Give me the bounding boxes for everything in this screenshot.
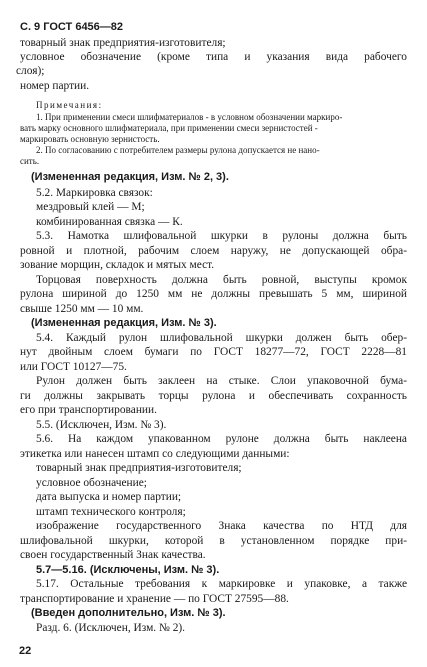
text-line: Рулон должен быть заклеен на стыке. Слои упаковочной бума- [36, 375, 407, 387]
note-line: маркировать основную зернистость. [20, 134, 160, 144]
clause-heading: 5.3. Намотка шлифовальной шкурки в рулоны должна быть [36, 230, 407, 242]
text-line: рулона шириной до 1250 мм не должны превышать 5 мм, шириной [20, 288, 407, 300]
clause-heading: 5.17. Остальные требования к маркировке и упаковке, а также [36, 578, 407, 590]
text-line: дата выпуска и номер партии; [36, 491, 182, 503]
note-line: вать марку основного шлифматериала, при применении смеси зернистостей - [20, 123, 318, 133]
text-line: Разд. 6. (Исключен, Изм. № 2). [36, 622, 186, 634]
text-line: мездровый клей — М; [36, 201, 145, 213]
text-line: комбинированная связка — К. [36, 216, 183, 228]
text-line: шлифовальной шкурки, которой в установленном порядке при- [20, 535, 407, 547]
text-line: своен государственный Знак качества. [20, 549, 206, 561]
clause-heading: 5.2. Маркировка связок: [36, 187, 153, 199]
text-line: слоя); [16, 65, 45, 77]
text-line: условное обозначение (кроме типа и указания вида рабочего [20, 51, 407, 63]
amendment-note: (Введен дополнительно, Изм. № 3). [31, 607, 226, 619]
text-line: номер партии. [20, 80, 90, 92]
clause-heading: 5.7—5.16. (Исключены, Изм. № 3). [36, 564, 220, 576]
amendment-note: (Измененная редакция, Изм. № 3). [31, 317, 217, 329]
text-line: транспортирование и хранение — по ГОСТ 27595—88. [20, 593, 289, 605]
page-number: 22 [19, 645, 32, 657]
text-line: ровной и плотной, рабочим слоем наружу, не допускающей обра- [20, 245, 407, 257]
note-line: 2. По согласованию с потребителем размеры рулона допускается не нано- [36, 145, 320, 155]
clause-heading: 5.5. (Исключен, Изм. № 3). [36, 419, 167, 431]
text-line: зование морщин, складок и мятых мест. [20, 259, 215, 271]
text-line: нут двойным слоем бумаги по ГОСТ 18277—72, ГОСТ 2228—81 [20, 346, 407, 358]
notes-heading: Примечания: [36, 100, 103, 110]
clause-heading: 5.4. Каждый рулон шлифовальной шкурки должен быть обер- [36, 332, 407, 344]
page-header: С. 9 ГОСТ 6456—82 [20, 21, 124, 33]
text-line: штамп технического контроля; [36, 506, 186, 518]
clause-heading: 5.6. На каждом упакованном рулоне должна быть наклеена [36, 433, 407, 445]
text-line: этикетка или нанесен штамп со следующими данными: [20, 448, 290, 460]
text-line: изображение государственного Знака качества по НТД для [36, 520, 407, 532]
note-line: 1. При применении смеси шлифматериалов - в условном обозначении маркиро- [36, 112, 343, 122]
text-line: свыше 1250 мм — 10 мм. [20, 303, 144, 315]
text-line: товарный знак предприятия-изготовителя; [36, 462, 242, 474]
text-line: его при транспортировании. [20, 404, 157, 416]
text-line: товарный знак предприятия-изготовителя; [20, 37, 226, 49]
text-line: Торцовая поверхность должна быть ровной, выступы кромок [36, 274, 407, 286]
text-line: или ГОСТ 10127—75. [20, 361, 127, 373]
text-line: ги должны закрывать торцы рулона и обеспечивать сохранность [20, 390, 407, 402]
amendment-note: (Измененная редакция, Изм. № 2, 3). [31, 171, 229, 183]
note-line: сить. [20, 156, 40, 166]
text-line: условное обозначение; [36, 477, 147, 489]
